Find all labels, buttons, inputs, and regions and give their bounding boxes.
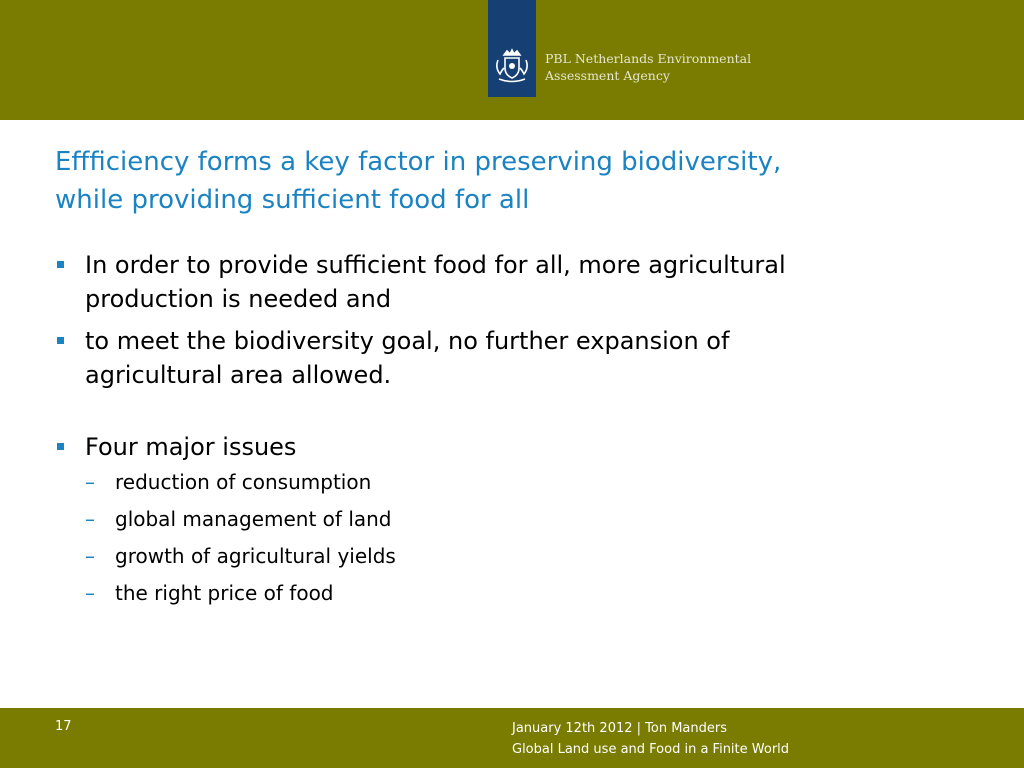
slide-title-line2: while providing sufficient food for all xyxy=(55,185,530,215)
slide-title xyxy=(55,143,995,219)
dash-bullet-icon: – xyxy=(85,581,95,605)
footer-info xyxy=(512,718,789,760)
footer-presentation-title: Global Land use and Food in a Finite World xyxy=(512,742,790,757)
slide-footer xyxy=(0,708,1024,768)
sub-bullet-text: growth of agricultural yields xyxy=(115,544,396,568)
org-name-line2: Assessment Agency xyxy=(545,68,670,83)
bullet-text-line: In order to provide sufficient food for all, more agricultural xyxy=(85,251,786,279)
bullet-item xyxy=(55,324,955,392)
square-bullet-icon xyxy=(57,443,64,450)
bullet-text-line: production is needed and xyxy=(85,285,392,313)
sub-bullet-item xyxy=(55,501,955,538)
bullet-item xyxy=(55,430,955,464)
sub-bullet-text: reduction of consumption xyxy=(115,470,372,494)
org-name-line1: PBL Netherlands Environmental xyxy=(545,51,752,66)
dash-bullet-icon: – xyxy=(85,470,95,494)
bullet-text-line: agricultural area allowed. xyxy=(85,361,392,389)
dash-bullet-icon: – xyxy=(85,544,95,568)
sub-bullet-text: the right price of food xyxy=(115,581,334,605)
sub-bullet-item xyxy=(55,538,955,575)
page-number: 17 xyxy=(55,719,72,734)
slide-header xyxy=(0,0,1024,120)
logo-block xyxy=(488,0,536,97)
sub-bullet-item xyxy=(55,575,955,612)
slide-content xyxy=(55,248,955,612)
bullet-item xyxy=(55,248,955,316)
sub-bullet-item xyxy=(55,464,955,501)
dash-bullet-icon: – xyxy=(85,507,95,531)
bullet-text-line: to meet the biodiversity goal, no further expansion of xyxy=(85,327,730,355)
slide-title-line1: Effficiency forms a key factor in preserving biodiversity, xyxy=(55,147,782,177)
bullet-text-line: Four major issues xyxy=(85,433,297,461)
square-bullet-icon xyxy=(57,261,64,268)
coat-of-arms-icon xyxy=(492,46,532,86)
footer-date-author: January 12th 2012 | Ton Manders xyxy=(512,721,728,736)
square-bullet-icon xyxy=(57,337,64,344)
sub-bullet-text: global management of land xyxy=(115,507,392,531)
organization-name xyxy=(545,50,751,84)
